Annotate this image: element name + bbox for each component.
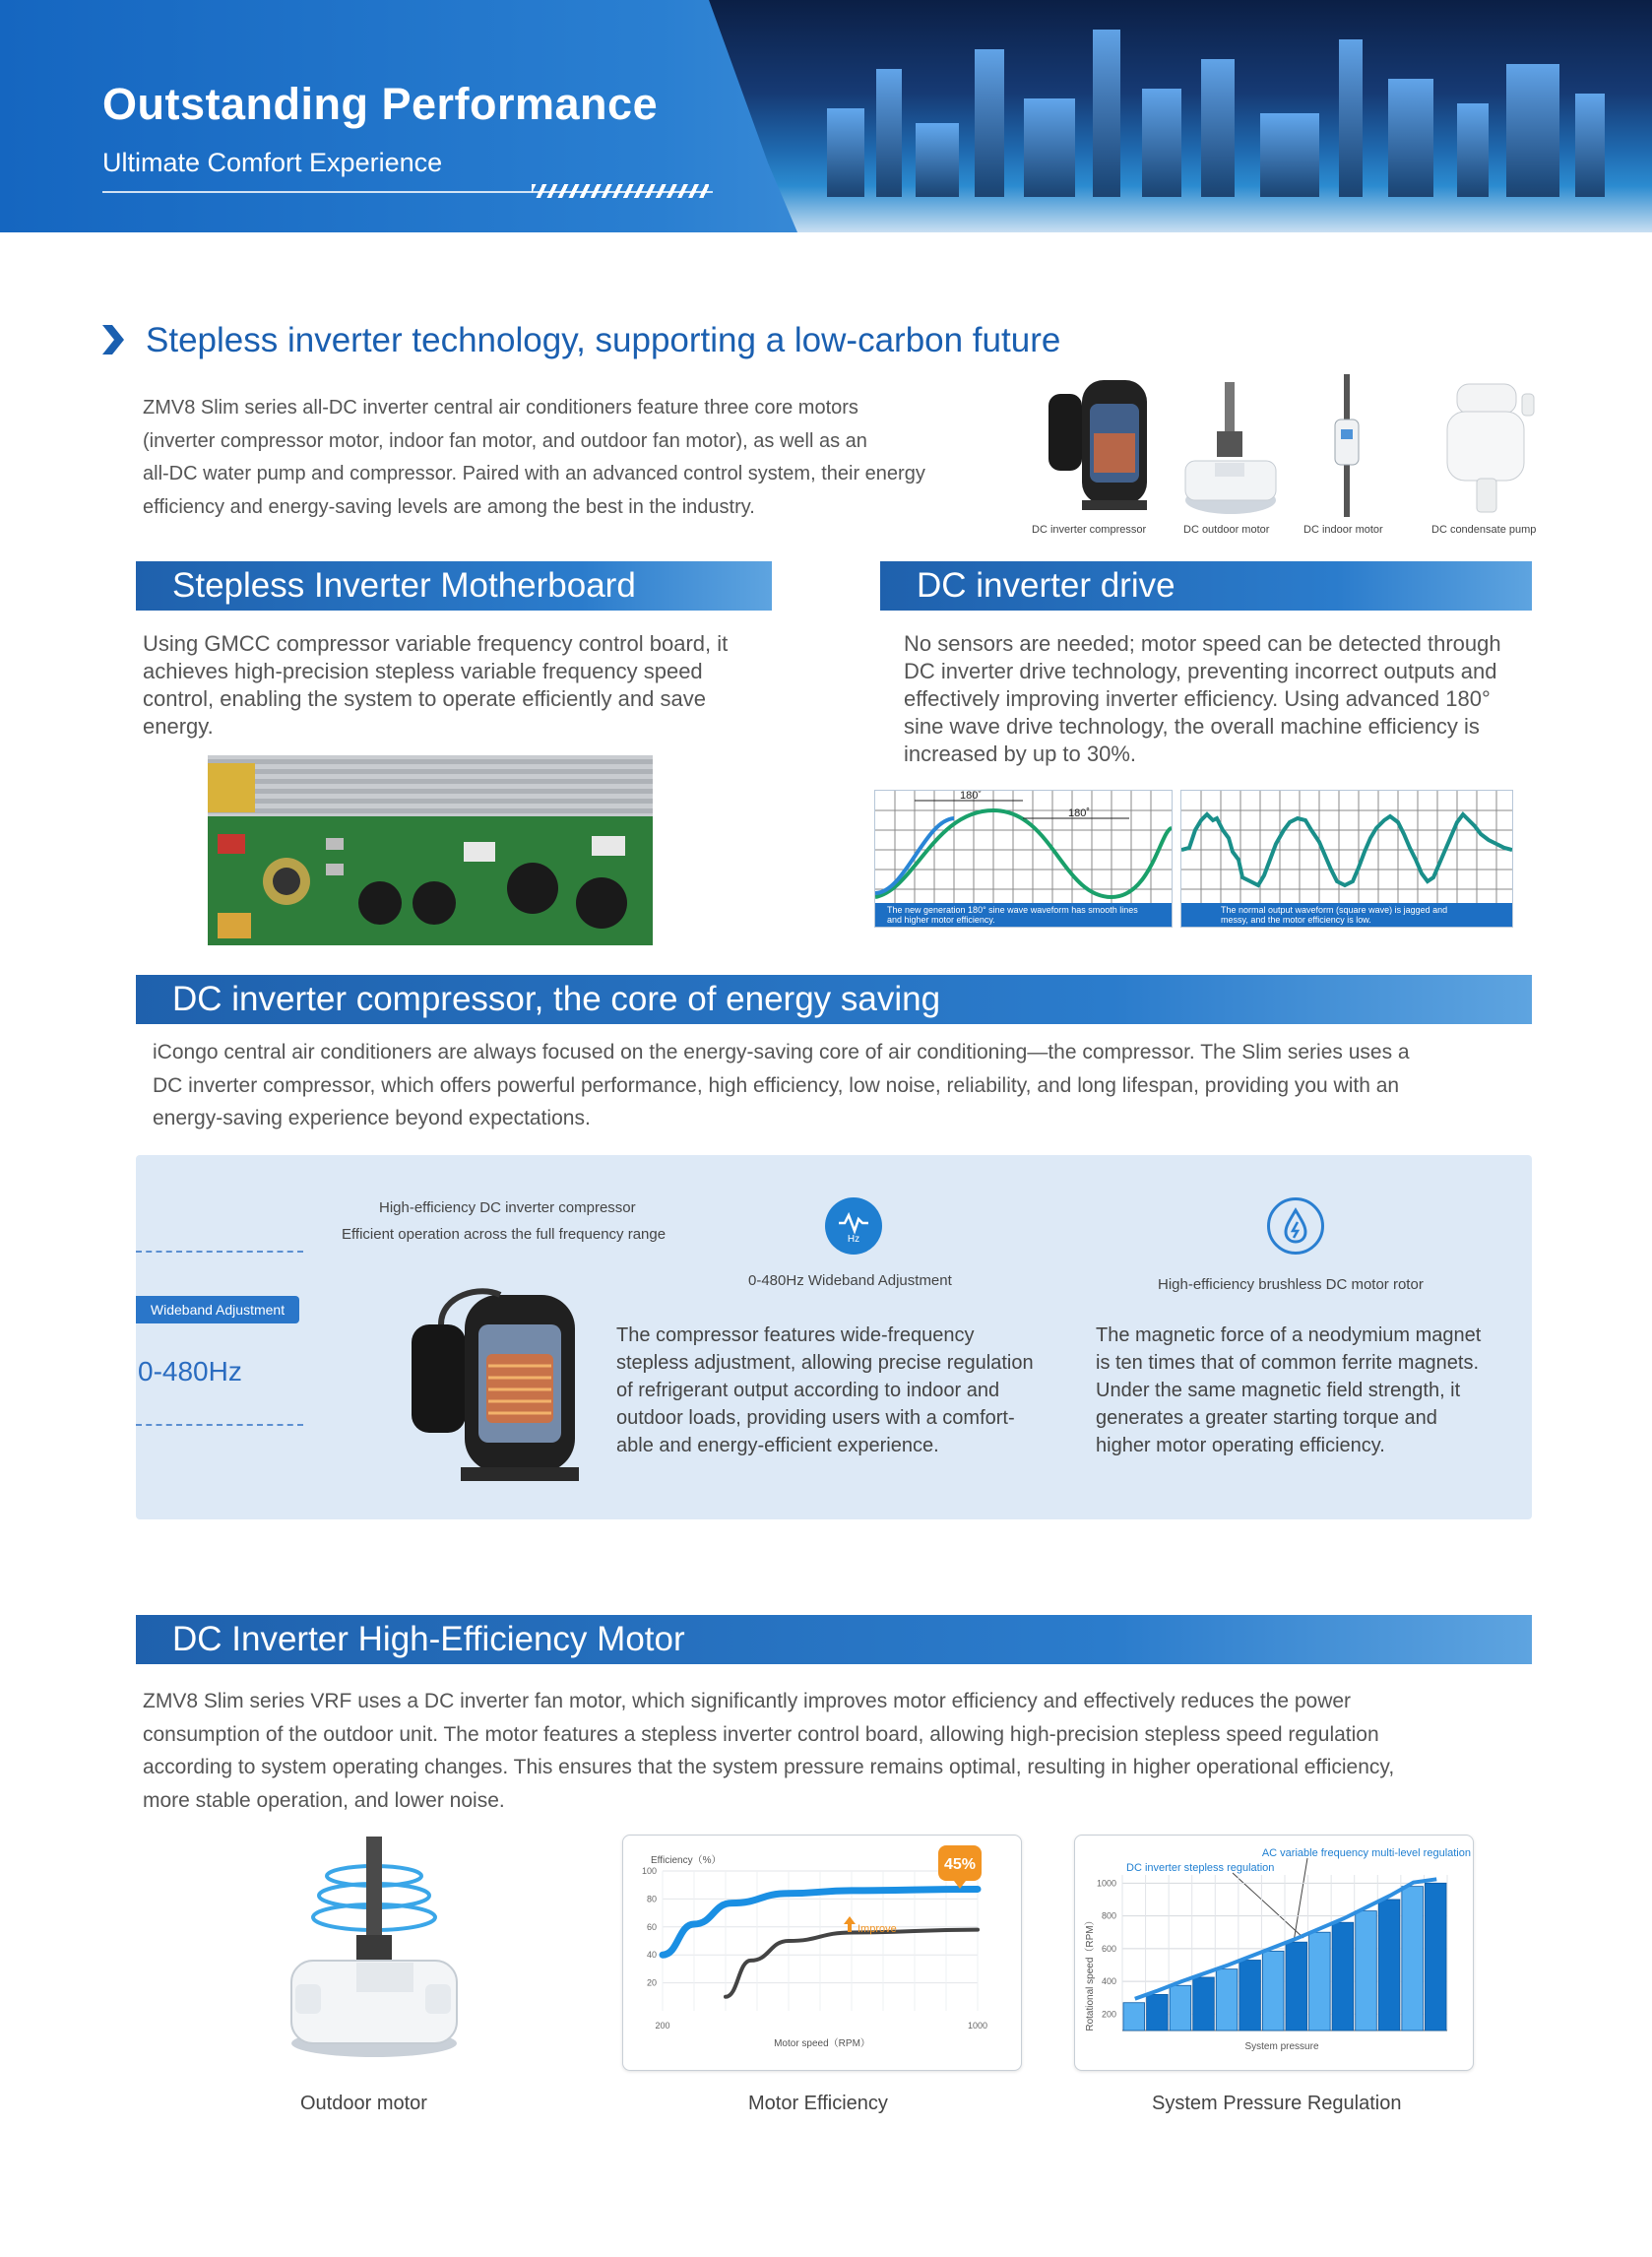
caption-motor-efficiency: Motor Efficiency — [748, 2093, 888, 2114]
page-subtitle: Ultimate Comfort Experience — [102, 148, 443, 177]
feature-title-rotor: High-efficiency brushless DC motor rotor — [1158, 1276, 1424, 1293]
motor-paragraph — [143, 1685, 1541, 1817]
magnet-drop-icon — [1267, 1197, 1324, 1255]
feature-title-wideband: 0-480Hz Wideband Adjustment — [748, 1272, 952, 1289]
pressure-bar — [1216, 1969, 1238, 2031]
dashed-divider — [136, 1424, 303, 1426]
section-title-motor: DC Inverter High-Efficiency Motor — [172, 1620, 685, 1658]
y-tick-label: 60 — [646, 1921, 657, 1932]
efficiency-badge — [938, 1845, 982, 1889]
text-line: iCongo central air conditioners are always focused on the energy-saving core of air conditioning—the compressor. The Slim series uses a — [153, 1041, 1410, 1064]
text-line: ZMV8 Slim series VRF uses a DC inverter fan motor, which significantly improves motor efficiency and effectively reduces the power — [143, 1690, 1352, 1712]
text-line: sine wave drive technology, the overall machine efficiency is — [904, 714, 1480, 739]
square-wave-diagram — [1180, 790, 1513, 928]
text-line: of refrigerant output according to indoor and — [616, 1380, 1000, 1401]
x-tick-label: 1000 — [967, 2021, 988, 2031]
product-caption: DC outdoor motor — [1183, 524, 1270, 536]
frequency-range: 0-480Hz — [138, 1356, 242, 1386]
compressor-paragraph — [153, 1036, 1531, 1135]
intro-line: efficiency and energy-saving levels are among the best in the industry. — [143, 495, 755, 518]
text-line: according to system operating changes. This ensures that the system pressure remains optimal, resulting in higher operational efficiency, — [143, 1756, 1395, 1778]
section-bar-dc-drive — [880, 561, 1532, 611]
section-title-intro: Stepless inverter technology, supporting a low-carbon future — [146, 321, 1061, 359]
dc-drive-paragraph — [904, 630, 1534, 768]
pressure-bar — [1356, 1911, 1377, 2031]
section-title-dc-drive: DC inverter drive — [917, 566, 1175, 605]
pressure-bar — [1309, 1932, 1331, 2031]
product-caption: DC condensate pump — [1431, 524, 1537, 536]
text-line: DC inverter drive technology, preventing incorrect outputs and — [904, 659, 1497, 683]
text-line: able and energy-efficient experience. — [616, 1435, 939, 1456]
chart-ylabel: Efficiency（%） — [651, 1855, 722, 1866]
pressure-bar — [1332, 1922, 1354, 2031]
y-tick-label: 800 — [1101, 1910, 1116, 1921]
pressure-chart — [1075, 1836, 1473, 2070]
panel-subheading: Efficient operation across the full frequency range — [342, 1226, 667, 1243]
text-line: Under the same magnetic field strength, it — [1096, 1380, 1461, 1401]
compressor-cutaway-image — [402, 1275, 584, 1492]
text-line: effectively improving inverter efficiency. Using advanced 180° — [904, 686, 1491, 711]
text-line: control, enabling the system to operate efficiently and save — [143, 686, 706, 711]
improve-label: Improve — [858, 1923, 897, 1935]
pressure-bar — [1123, 2003, 1145, 2031]
banner-stripes — [532, 184, 709, 198]
intro-line: (inverter compressor motor, indoor fan motor, and outdoor fan motor), as well as an — [143, 429, 867, 452]
text-line: outdoor loads, providing users with a comfort- — [616, 1407, 1015, 1429]
x-tick-label: 200 — [655, 2021, 670, 2031]
indoor-motor-image — [1327, 374, 1366, 517]
wave-label-180: 180˚ — [960, 791, 983, 802]
y-tick-label: 80 — [646, 1894, 657, 1904]
pressure-bar — [1378, 1900, 1400, 2031]
pressure-chart-card — [1074, 1835, 1474, 2071]
panel-heading: High-efficiency DC inverter compressor — [379, 1199, 636, 1216]
compressor-image — [1039, 374, 1157, 517]
chart-xlabel: System pressure — [1244, 2041, 1319, 2052]
text-line: more stable operation, and lower noise. — [143, 1788, 505, 1812]
badge-value: 45% — [943, 1856, 977, 1873]
caption-pressure-regulation: System Pressure Regulation — [1152, 2093, 1402, 2114]
section-title-compressor: DC inverter compressor, the core of energy saving — [172, 980, 941, 1018]
caption-line: The new generation 180° sine wave waveform has smooth lines — [887, 905, 1138, 915]
section-bar-compressor — [136, 975, 1532, 1024]
condensate-pump-image — [1437, 374, 1536, 517]
wave-caption — [1181, 903, 1512, 927]
pressure-bar — [1425, 1883, 1446, 2031]
page-title: Outstanding Performance — [102, 79, 659, 129]
text-line: DC inverter compressor, which offers powerful performance, high efficiency, low noise, reliability, and long lifespan, providing you with an — [153, 1073, 1400, 1097]
y-tick-label: 400 — [1101, 1976, 1116, 1987]
product-caption: DC indoor motor — [1303, 524, 1383, 536]
motherboard-image — [208, 755, 653, 945]
section-title-motherboard: Stepless Inverter Motherboard — [172, 566, 636, 605]
efficiency-chart-card — [622, 1835, 1022, 2071]
chart-ylabel: Rotational speed（RPM） — [1085, 1915, 1096, 2031]
text-line: energy-saving experience beyond expectations. — [153, 1107, 591, 1129]
y-tick-label: 100 — [641, 1866, 657, 1876]
text-line: Using GMCC compressor variable frequency control board, it — [143, 631, 729, 656]
text-line: increased by up to 30%. — [904, 742, 1137, 766]
sine-wave-diagram — [874, 790, 1173, 928]
pressure-bar — [1286, 1942, 1307, 2031]
intro-paragraph — [143, 392, 989, 524]
hz-icon — [825, 1197, 882, 1255]
wave-caption — [875, 903, 1172, 927]
pressure-bar — [1170, 1985, 1191, 2031]
text-line: is ten times that of common ferrite magnets. — [1096, 1352, 1480, 1374]
text-line: higher motor operating efficiency. — [1096, 1435, 1385, 1456]
pressure-bar — [1402, 1887, 1424, 2031]
header-banner — [0, 0, 1652, 232]
pressure-bar — [1147, 1994, 1169, 2031]
wideband-badge: Wideband Adjustment — [136, 1296, 299, 1323]
efficiency-chart — [623, 1836, 1021, 2070]
y-tick-label: 1000 — [1096, 1878, 1116, 1889]
chart-xlabel: Motor speed（RPM） — [774, 2038, 870, 2049]
wave-label-180: 180˚ — [1068, 807, 1091, 819]
product-caption: DC inverter compressor — [1032, 524, 1147, 536]
text-line: generates a greater starting torque and — [1096, 1407, 1437, 1429]
dashed-divider — [136, 1251, 303, 1253]
motherboard-paragraph — [143, 630, 773, 741]
city-skyline-image — [709, 0, 1652, 232]
y-tick-label: 20 — [646, 1977, 657, 1988]
y-tick-label: 200 — [1101, 2009, 1116, 2020]
hz-icon-label: Hz — [847, 1234, 860, 1245]
pressure-bar — [1262, 1951, 1284, 2031]
intro-line: all-DC water pump and compressor. Paired with an advanced control system, their energy — [143, 463, 925, 484]
pressure-bar — [1193, 1977, 1215, 2031]
outdoor-motor-image — [1181, 374, 1280, 517]
chevron-right-icon — [102, 325, 124, 355]
text-line: No sensors are needed; motor speed can be detected through — [904, 631, 1501, 656]
text-line: The compressor features wide-frequency — [616, 1324, 975, 1346]
feature-text-wideband — [616, 1322, 1069, 1459]
y-tick-label: 600 — [1101, 1943, 1116, 1954]
legend-leader — [1294, 1858, 1307, 1942]
text-line: achieves high-precision stepless variable frequency speed — [143, 659, 703, 683]
caption-line: and higher motor efficiency. — [887, 915, 995, 925]
text-line: stepless adjustment, allowing precise regulation — [616, 1352, 1034, 1374]
text-line: consumption of the outdoor unit. The motor features a stepless inverter control board, allowing high-precision stepless speed regulation — [143, 1722, 1379, 1746]
feature-text-rotor — [1096, 1322, 1529, 1459]
caption-line: messy, and the motor efficiency is low. — [1221, 915, 1371, 925]
pressure-bar — [1239, 1960, 1261, 2031]
section-bar-motor — [136, 1615, 1532, 1664]
legend-dc: DC inverter stepless regulation — [1126, 1862, 1275, 1874]
y-tick-label: 40 — [646, 1950, 657, 1961]
outdoor-motor-image — [286, 1837, 458, 2058]
caption-outdoor-motor: Outdoor motor — [300, 2093, 427, 2114]
legend-ac: AC variable frequency multi-level regulation — [1261, 1847, 1471, 1859]
text-line: The magnetic force of a neodymium magnet — [1096, 1324, 1482, 1346]
section-bar-motherboard — [136, 561, 772, 611]
caption-line: The normal output waveform (square wave) is jagged and — [1221, 905, 1448, 915]
intro-line: ZMV8 Slim series all-DC inverter central air conditioners feature three core motors — [143, 397, 858, 419]
text-line: energy. — [143, 714, 214, 739]
